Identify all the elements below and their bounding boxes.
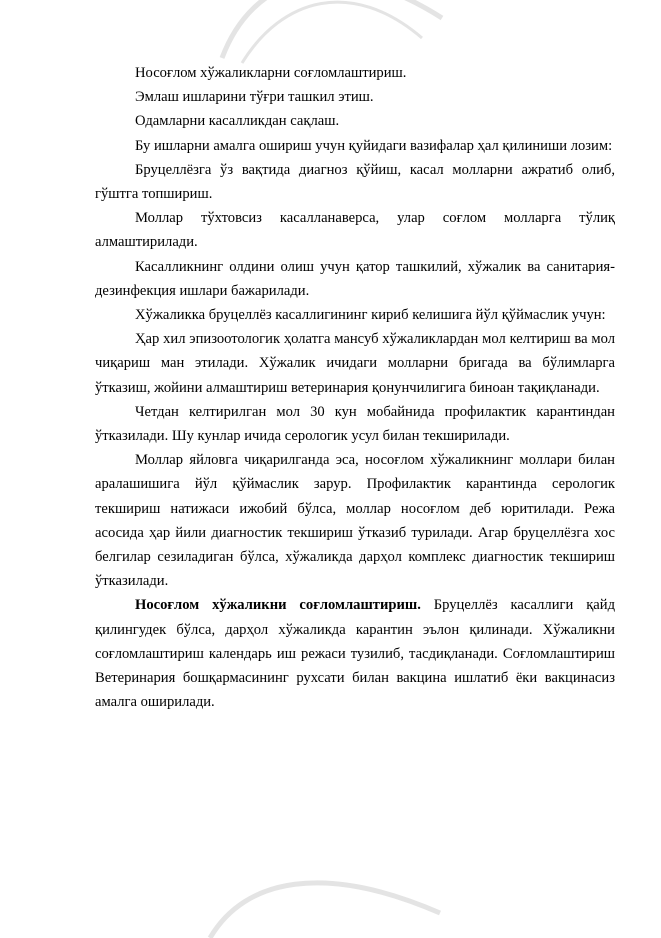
paragraph: Эмлаш ишларини тўғри ташкил этиш.	[135, 89, 374, 106]
section-body-text: Бруцеллёз касаллиги қайд қилингудек бўлса, дарҳол хўжаликда карантин эълон қилинади. Хўжаликни соғломлаштириш календарь иш режаси тузилиб, тасдиқланади. Соғломлаштириш Ветеринария бошқармасининг рухсати билан вакцина ишлатиб ёки вакцинасиз амалга оширилади.	[95, 597, 615, 711]
paragraph: Четдан келтирилган мол 30 кун мобайнида профилактик карантиндан ўтказилади. Шу кунлар ичида серологик усул билан текширилади.	[95, 403, 615, 445]
paragraph: Бу ишларни амалга ошириш учун қуйидаги вазифалар ҳал қилиниши лозим:	[135, 137, 613, 154]
section-heading: Носоғлом хўжаликни соғломлаштириш.	[135, 597, 421, 614]
paragraph: Ҳар хил эпизоотологик ҳолатга мансуб хўжаликлардан мол келтириш ва мол чиқариш ман этилади. Хўжалик ичидаги молларни бригада ва бўлимларга ўтказиш, жойини алмаштириш ветеринария қонунчилигига биноан тақиқланади.	[95, 331, 615, 396]
paragraph: Касалликнинг олдини олиш учун қатор ташкилий, хўжалик ва санитария-дезинфекция ишлари бажарилади.	[95, 258, 615, 299]
paragraph: Моллар яйловга чиқарилганда эса, носоғлом хўжаликнинг моллари билан аралашишига йўл қўймаслик зарур. Профилактик карантинда серологик текшириш натижаси ижобий бўлса, моллар носоғлом деб юритилади. Режа асосида ҳар йили диагностик текшириш ўтказиб турилади. Агар бруцеллёзга хос белгилар сезиладиган бўлса, хўжаликда дарҳол комплекс диагностик текшириш ўтказилади.	[95, 452, 615, 590]
paragraph: Одамларни касалликдан сақлаш.	[135, 113, 340, 130]
paragraph: Бруцеллёзга ўз вақтида диагноз қўйиш, касал молларни ажратиб олиб, гўштга топшириш.	[95, 161, 615, 203]
paragraph: Хўжаликка бруцеллёз касаллигининг кириб келишига йўл қўймаслик учун:	[135, 307, 606, 324]
watermark-bottom-graphic	[205, 868, 445, 938]
section-paragraph	[95, 593, 615, 714]
paragraph: Носоғлом хўжаликларни соғломлаштириш.	[135, 65, 407, 81]
document-body	[95, 61, 615, 714]
paragraph: Моллар тўхтовсиз касалланаверса, улар соғлом молларга тўлиқ алмаштирилади.	[95, 210, 615, 251]
watermark-top-graphic	[212, 0, 452, 68]
